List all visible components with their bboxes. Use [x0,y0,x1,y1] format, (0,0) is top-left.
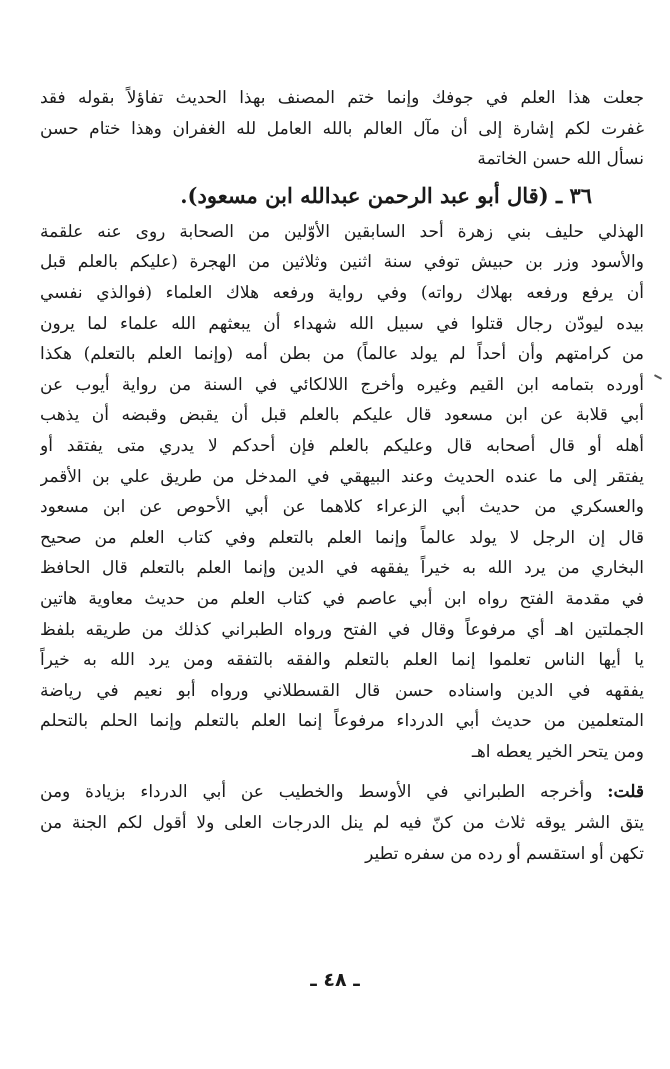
text-line: يا أيها الناس تعلموا إنما العلم بالتعلم والفقه بالتفقه ومن يرد الله به خيراً [40,650,644,671]
text-line: الهذلي حليف بني زهرة أحد السابقين الأوّلين من الصحابة روى عنه علقمة [40,221,644,242]
text-line: أورده بتمامه ابن القيم وغيره وأخرج اللالكائي في السنة من رواية أيوب عن [40,374,644,395]
page-number: ـ ٤٨ ـ [310,969,360,991]
text-line: أهله أو قال أصحابه قال وعليكم بالعلم فإن أحدكم لا يدري متى يفتقد أو [40,435,644,456]
text-line: أن يرفع ورفعه بهلاك رواته) وفي رواية ورفعه هلاك العلماء (فوالذي نفسي [40,282,644,303]
text-line: يفتقر إلى ما عنده الحديث وعند البيهقي في المدخل من طريق علي بن الأقمر [40,466,644,487]
body-paragraph [40,217,644,768]
text-line: في مقدمة الفتح رواه ابن أبي عاصم في كتاب العلم من حديث معاوية هاتين [40,588,644,609]
section-heading: ٣٦ ـ (قال أبو عبد الرحمن عبدالله ابن مسعود). [180,182,592,208]
text-line: الجملتين اهـ أي مرفوعاً وقال في الفتح ورواه الطبراني كذلك من طريقه بلفظ [40,619,644,640]
text-line: المتعلمين من حديث أبي الدرداء مرفوعاً إنما العلم بالتعلم وإنما الحلم بالتحلم [40,711,644,732]
text-line: يفقهه في الدين واسناده حسن قال القسطلاني ورواه أبو نعيم في رياضة [40,680,644,701]
text-line: نسأل الله حسن الخاتمة [477,149,644,170]
text-line: بيده ليودّن رجال قتلوا في سبيل الله شهداء أن يبعثهم الله علماء لما يرون [40,313,644,334]
text-line: جعلت هذا العلم في جوفك وإنما ختم المصنف بهذا الحديث تفاؤلاً بقوله فقد [40,88,644,108]
text-line: والأسود وزر بن حبيش توفي سنة اثنين وثلاثين من الهجرة (عليكم بالعلم قبل [40,252,644,273]
text-line: أبي قلابة عن ابن مسعود قال عليكم بالعلم قبل أن يقبض وقبضه أن يذهب [40,405,644,426]
page-content [40,83,644,869]
intro-paragraph [40,83,644,175]
text-line: قال إن الرجل لا يولد عالماً وإنما العلم بالتعلم وفي كتاب العلم من صحيح [40,527,644,548]
text-line: غفرت لكم إشارة إلى أن مآل العالم بالله العامل لله الغفران وهذا ختام حسن [40,118,644,139]
text-line: يتق الشر يوقه ثلاث من كنّ فيه لم ينل الدرجات العلى ولا أقول لكم الجنة من [40,813,644,834]
text-line: ومن يتحر الخير يعطه اهـ [471,741,644,762]
paragraph-gap [40,767,644,777]
note-label: قلت: [607,782,644,803]
note-paragraph [40,777,644,869]
text-line [40,777,644,808]
text-line: والعسكري من حديث أبي الزعراء كلاهما عن أبي الأحوص عن ابن مسعود [40,497,644,518]
text-line: تكهن أو استقسم أو رده من سفره تطير [365,843,644,864]
text-line: البخاري من يرد الله به خيراً يفقهه في الدين وإنما العلم بالتعلم قال الحافظ [40,558,644,579]
note-text: وأخرجه الطبراني في الأوسط والخطيب عن أبي الدرداء بزيادة ومن [40,782,593,803]
margin-mark [654,374,662,380]
text-line: من كرامتهم وأن أحداً لم يولد عالماً) من بطن أمه (وإنما العلم بالتعلم) هكذا [40,344,644,365]
